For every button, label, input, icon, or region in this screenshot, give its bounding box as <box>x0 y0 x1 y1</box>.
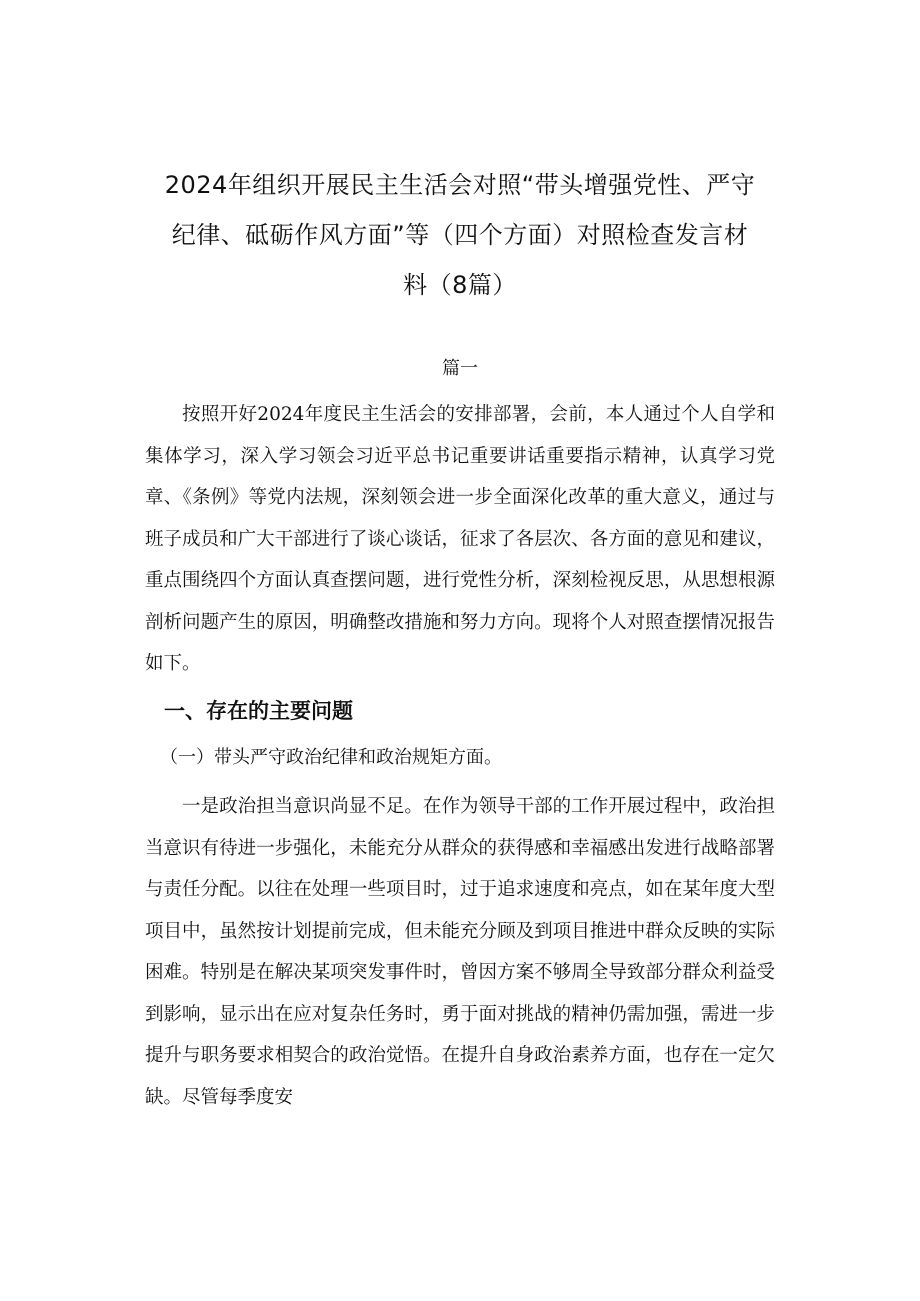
section-label: 篇一 <box>442 358 478 379</box>
subheading-political-discipline: （一）带头严守政治纪律和政治规矩方面。 <box>160 747 502 768</box>
body-paragraph: 一是政治担当意识尚显不足。在作为领导干部的工作开展过程中，政治担当意识有待进一步强化，未能充分从群众的获得感和幸福感出发进行战略部署与责任分配。以往在处理一些项目时，过于追求速度和亮点，如在某年度大型项目中，虽然按计划提前完成，但未能充分顾及到项目推进中群众反映的实际困难。特别是在解决某项突发事件时，曾因方案不够周全导致部分群众利益受到影响，显示出在应对复杂任务时，勇于面对挑战的精神仍需加强，需进一步提升与职务要求相契合的政治觉悟。在提升自身政治素养方面，也存在一定欠缺。尽管每季度安 <box>145 796 775 1108</box>
intro-paragraph: 按照开好2024年度民主生活会的安排部署，会前，本人通过个人自学和集体学习，深入学习领会习近平总书记重要讲话重要指示精神，认真学习党章、《条例》等党内法规，深刻领会进一步全面深化改革的重大意义，通过与班子成员和广大干部进行了谈心谈话，征求了各层次、各方面的意见和建议，重点围绕四个方面认真查摆问题，进行党性分析，深刻检视反思，从思想根源剖析问题产生的原因，明确整改措施和努力方向。现将个人对照查摆情况报告如下。 <box>145 404 775 674</box>
title-line-3: 料（8篇） <box>403 271 517 299</box>
document-title <box>150 160 770 310</box>
title-line-2: 纪律、砥砺作风方面”等（四个方面）对照检查发言材 <box>171 221 749 249</box>
heading-main-problems: 一、存在的主要问题 <box>164 699 353 723</box>
title-line-1: 2024年组织开展民主生活会对照“带头增强党性、严守 <box>164 171 756 199</box>
